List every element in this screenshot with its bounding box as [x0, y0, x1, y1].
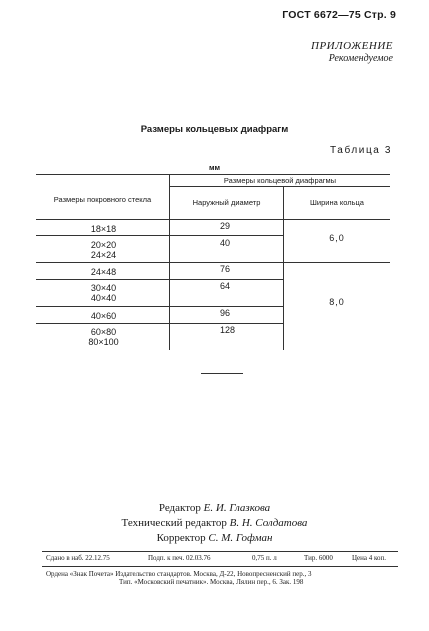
cell-outer-diameter: 64	[220, 281, 231, 291]
table-label: Таблица 3	[330, 145, 392, 156]
tech-editor-name: В. Н. Солдатова	[229, 517, 308, 529]
imprint-sheets: 0,75 п. л	[252, 554, 277, 562]
cell-ring-width: 8,0	[329, 297, 345, 307]
cell-outer-diameter: 96	[220, 308, 231, 318]
editor-name: Е. И. Глазкова	[203, 502, 271, 514]
cell-outer-diameter: 76	[220, 264, 231, 274]
units-label: мм	[208, 163, 221, 172]
proofreader-line	[0, 532, 429, 544]
tech-editor-line	[0, 517, 429, 529]
imprint-publisher: Ордена «Знак Почета» Издательство стандартов. Москва, Д-22, Новопресненский пер., 3	[46, 570, 312, 578]
tech-editor-role: Технический редактор	[121, 517, 227, 529]
cell-outer-diameter: 128	[220, 325, 236, 335]
cell-glass-size: 60×80	[90, 327, 117, 337]
cell-glass-size: 24×48	[90, 267, 117, 277]
table-row-rule	[36, 306, 284, 307]
cell-glass-size: 20×20	[90, 240, 117, 250]
proofreader-role: Корректор	[156, 532, 206, 544]
cell-glass-size: 24×24	[90, 250, 117, 260]
editor-line	[0, 502, 429, 514]
imprint-rule-mid	[42, 566, 398, 567]
proofreader-name: С. М. Гофман	[208, 532, 273, 544]
imprint-price: Цена 4 коп.	[352, 554, 387, 562]
cell-outer-diameter: 29	[220, 221, 231, 231]
cell-glass-size: 80×100	[88, 337, 119, 347]
cell-glass-size: 40×60	[90, 311, 117, 321]
table-row-rule	[36, 279, 284, 280]
table-row-rule	[36, 235, 284, 236]
col-header-outer-diameter: Наружный диаметр	[192, 198, 261, 207]
appendix-block	[311, 40, 393, 64]
appendix-subtitle: Рекомендуемое	[328, 53, 393, 64]
imprint-printer: Тип. «Московский печатник». Москва, Лялин пер., 6. Зак. 198	[119, 578, 304, 586]
col-header-ring-width: Ширина кольца	[310, 198, 364, 207]
table-group-rule	[170, 186, 390, 187]
table-top-rule	[36, 174, 390, 175]
page-header: ГОСТ 6672—75 Стр. 9	[282, 9, 396, 21]
cell-outer-diameter: 40	[220, 238, 231, 248]
col-group-header-diaphragm: Размеры кольцевой диафрагмы	[223, 176, 337, 185]
imprint-rule-top	[42, 551, 398, 552]
editor-role: Редактор	[158, 502, 201, 514]
cell-glass-size: 30×40	[90, 283, 117, 293]
col-header-glass-size: Размеры покровного стекла	[53, 195, 152, 204]
appendix-title: ПРИЛОЖЕНИЕ	[311, 40, 393, 52]
end-rule	[201, 373, 243, 374]
table-row-rule	[36, 323, 284, 324]
table-row-rule	[36, 262, 390, 263]
document-title: Размеры кольцевых диафрагм	[140, 124, 289, 135]
table-header-rule	[36, 219, 390, 220]
imprint-signed: Подп. к печ. 02.03.76	[148, 554, 211, 562]
imprint-circulation: Тир. 6000	[304, 554, 333, 562]
table-col-rule	[283, 187, 284, 350]
imprint-submitted: Сдано в наб. 22.12.75	[46, 554, 110, 562]
cell-glass-size: 40×40	[90, 293, 117, 303]
cell-glass-size: 18×18	[90, 224, 117, 234]
cell-ring-width: 6,0	[329, 233, 345, 243]
